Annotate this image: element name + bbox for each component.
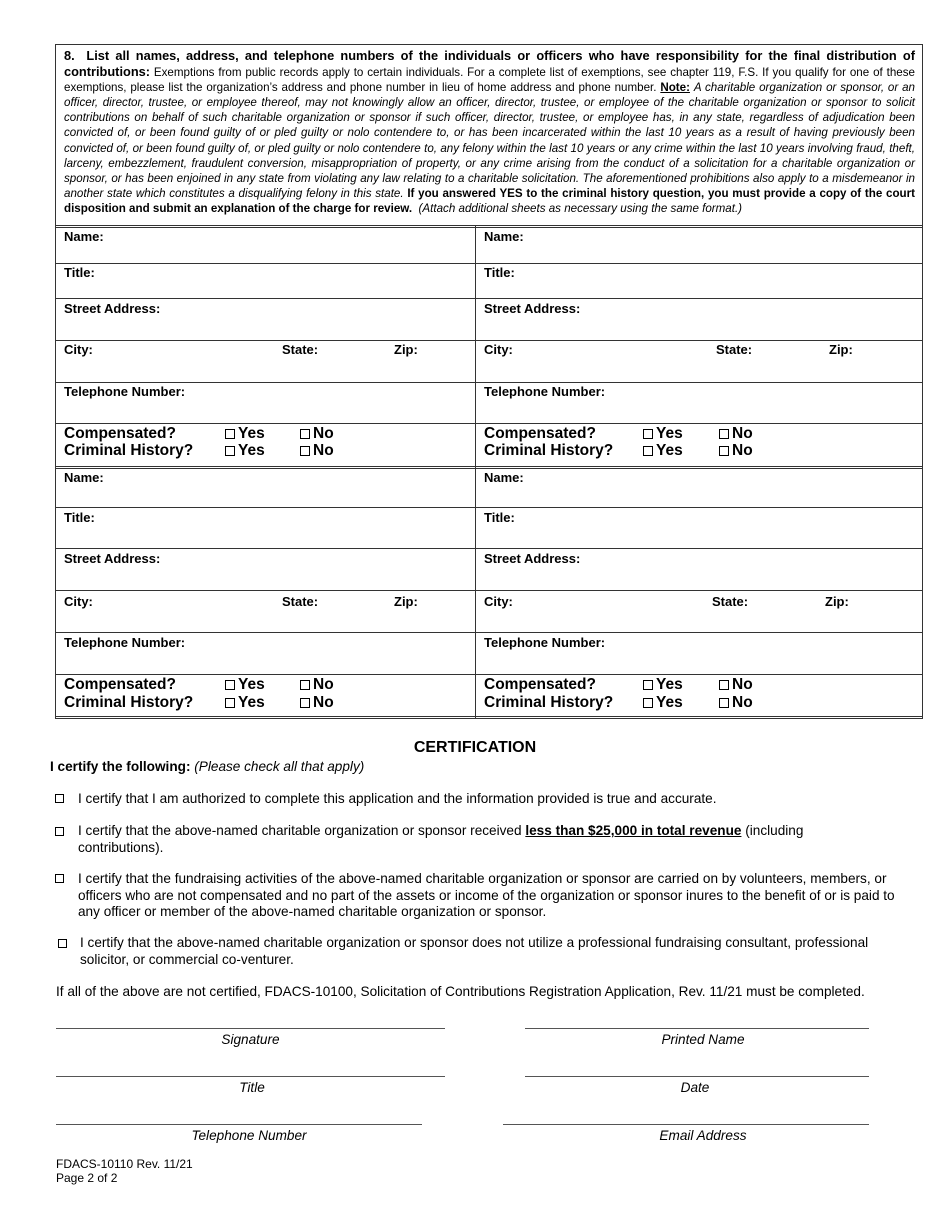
cert-item-2-b: less than $25,000 in total revenue: [525, 823, 742, 838]
printed-name-line[interactable]: [525, 1028, 869, 1029]
name-label: Name:: [64, 229, 104, 244]
no-label: No: [313, 425, 334, 442]
intro-italic: (Please check all that apply): [194, 759, 365, 774]
checkbox-icon[interactable]: [643, 698, 653, 708]
certification-intro: [50, 759, 364, 776]
grid-line: [55, 382, 923, 383]
street-label: Street Address:: [484, 301, 581, 316]
yes-label: Yes: [656, 442, 683, 459]
criminal-label: Criminal History?: [64, 442, 194, 459]
criminal-no[interactable]: [719, 442, 753, 460]
cert-item-2-c: (including contributions).: [78, 823, 804, 855]
compensated-label: Compensated?: [484, 676, 596, 693]
name-label: Name:: [484, 470, 524, 485]
compensated-label: Compensated?: [484, 425, 596, 442]
email-caption: Email Address: [659, 1128, 747, 1143]
yes-label: Yes: [656, 425, 683, 442]
street-label: Street Address:: [484, 551, 581, 566]
compensated-no[interactable]: [719, 676, 753, 694]
cert-item-4: I certify that the above-named charitable organization or sponsor does not utilize a professional fundraising consultant, professional solicitor, or commercial co-venturer.: [80, 935, 869, 967]
cert-item-3: I certify that the fundraising activities of the above-named charitable organization or sponsor are carried on by volunteers, members, or officers who are not compensated and no part of the assets or income of the organization or sponsor inures to the benefit of or is paid to any officer or member of the above-named charitable organization or sponsor.: [78, 871, 895, 919]
title-label: Title:: [484, 265, 515, 280]
compensated-label: Compensated?: [64, 425, 176, 442]
title-line[interactable]: [56, 1076, 445, 1077]
compensated-yes[interactable]: [225, 425, 265, 443]
grid-line: [55, 466, 923, 467]
no-label: No: [732, 676, 753, 693]
yes-label: Yes: [238, 676, 265, 693]
date-caption: Date: [680, 1080, 710, 1095]
intro-bold: I certify the following:: [50, 759, 191, 774]
compensated-yes[interactable]: [225, 676, 265, 694]
grid-line: [55, 263, 923, 264]
grid-line: [55, 632, 923, 633]
grid-line: [55, 716, 923, 717]
grid-line: [55, 548, 923, 549]
checkbox-icon[interactable]: [719, 446, 729, 456]
grid-line: [55, 298, 923, 299]
checkbox-icon[interactable]: [225, 446, 235, 456]
checkbox-icon[interactable]: [719, 698, 729, 708]
state-label: State:: [282, 342, 319, 357]
section8-heading: List all names, address, and telephone numbers of the individuals or officers who have responsibility for the final distribution of contributions:: [64, 48, 915, 80]
yes-label: Yes: [656, 676, 683, 693]
no-label: No: [732, 425, 753, 442]
state-label: State:: [282, 594, 319, 609]
section8-exemptions: Exemptions from public records apply to certain individuals. For a complete list of exemptions, see chapter 119, F.S. If you qualify for one of these exemptions, please list the organization’s address and phone number in lieu of home address and phone number.: [64, 66, 915, 95]
zip-label: Zip:: [394, 342, 418, 357]
telephone-line[interactable]: [56, 1124, 422, 1125]
name-label: Name:: [484, 229, 524, 244]
cert-checkbox-3[interactable]: [55, 874, 64, 883]
phone-label: Telephone Number:: [64, 635, 186, 650]
telephone-caption: Telephone Number: [191, 1128, 307, 1143]
certification-title: CERTIFICATION: [413, 739, 537, 756]
phone-label: Telephone Number:: [484, 635, 606, 650]
criminal-label: Criminal History?: [484, 694, 614, 711]
name-label: Name:: [64, 470, 104, 485]
criminal-no[interactable]: [300, 442, 334, 460]
city-label: City:: [64, 342, 93, 357]
city-label: City:: [484, 342, 513, 357]
grid-line: [55, 340, 923, 341]
cert-checkbox-2[interactable]: [55, 827, 64, 836]
checkbox-icon[interactable]: [643, 680, 653, 690]
criminal-yes[interactable]: [643, 694, 683, 712]
note-label: Note:: [660, 81, 690, 95]
zip-label: Zip:: [829, 342, 853, 357]
no-label: No: [313, 676, 334, 693]
signature-line[interactable]: [56, 1028, 445, 1029]
title-caption: Title: [239, 1080, 265, 1095]
yes-label: Yes: [238, 694, 265, 711]
yes-label: Yes: [238, 442, 265, 459]
form-id: FDACS-10110 Rev. 11/21: [56, 1157, 193, 1171]
checkbox-icon[interactable]: [225, 680, 235, 690]
criminal-no[interactable]: [719, 694, 753, 712]
compensated-no[interactable]: [300, 676, 334, 694]
signature-caption: Signature: [221, 1032, 280, 1047]
checkbox-icon[interactable]: [300, 446, 310, 456]
grid-line: [55, 590, 923, 591]
no-label: No: [313, 442, 334, 459]
no-label: No: [732, 442, 753, 459]
cert-checkbox-1[interactable]: [55, 794, 64, 803]
checkbox-icon[interactable]: [719, 680, 729, 690]
yes-label: Yes: [238, 425, 265, 442]
city-label: City:: [64, 594, 93, 609]
title-label: Title:: [484, 510, 515, 525]
checkbox-icon[interactable]: [643, 446, 653, 456]
checkbox-icon[interactable]: [225, 429, 235, 439]
phone-label: Telephone Number:: [64, 384, 186, 399]
cert-item-1: I certify that I am authorized to complete this application and the information provided is true and accurate.: [78, 791, 717, 806]
printed-name-caption: Printed Name: [661, 1032, 745, 1047]
grid-line: [55, 225, 923, 226]
criminal-no[interactable]: [300, 694, 334, 712]
state-label: State:: [716, 342, 753, 357]
attach-note: (Attach additional sheets as necessary using the same format.): [418, 201, 743, 215]
checkbox-icon[interactable]: [300, 698, 310, 708]
criminal-label: Criminal History?: [64, 694, 194, 711]
no-label: No: [732, 694, 753, 711]
city-label: City:: [484, 594, 513, 609]
checkbox-icon[interactable]: [300, 429, 310, 439]
zip-label: Zip:: [825, 594, 849, 609]
compensated-yes[interactable]: [643, 676, 683, 694]
compensated-no[interactable]: [300, 425, 334, 443]
grid-line: [55, 468, 923, 469]
page-number: Page 2 of 2: [56, 1171, 118, 1185]
cert-item-2-a: I certify that the above-named charitable organization or sponsor received: [78, 823, 522, 838]
street-label: Street Address:: [64, 301, 161, 316]
compensated-no[interactable]: [719, 425, 753, 443]
note-text: A charitable organization or sponsor, or an officer, director, trustee, or employee thereof, may not knowingly allow an officer, director, trustee, or employee of the charitable organization or sponsor to solicit contributions on behalf of such charitable organization or sponsor if such officer, director, trustee, or employee has, in any state, regardless of adjudication been convicted of, or been found guilty of or pled guilty or nolo contendere to, or has been incarcerated within the last 10 years as a result of having previously been convicted of, or been found guilty of, or pled guilty or nolo contendere to, any felony within the last 10 years or any crime within the last 10 years involving fraud, theft, larceny, embezzlement, fraudulent conversion, misappropriation of property, or any crime arising from the conduct of a solicitation for a charitable organization or sponsor, or has been enjoined in any state from violating any law relating to a charitable solicitation. The aforementioned prohibitions also apply to a misdemeanor in another state which constitutes a disqualifying felony in this state.: [64, 81, 915, 200]
cert-footnote: If all of the above are not certified, FDACS-10100, Solicitation of Contributions Registration Application, Rev. 11/21 must be completed.: [56, 984, 865, 999]
checkbox-icon[interactable]: [225, 698, 235, 708]
yes-label: Yes: [656, 694, 683, 711]
criminal-yes[interactable]: [225, 442, 265, 460]
compensated-yes[interactable]: [643, 425, 683, 443]
state-label: State:: [712, 594, 749, 609]
criminal-label: Criminal History?: [484, 442, 614, 459]
cert-checkbox-4[interactable]: [58, 939, 67, 948]
cert-item-2: [78, 823, 838, 856]
criminal-yes[interactable]: [643, 442, 683, 460]
grid-line: [55, 674, 923, 675]
phone-label: Telephone Number:: [484, 384, 606, 399]
email-line[interactable]: [503, 1124, 869, 1125]
zip-label: Zip:: [394, 594, 418, 609]
yes-instruction: If you answered YES to the criminal history question, you must provide a copy of the court disposition and submit an explanation of the charge for review.: [64, 186, 915, 215]
section8-number: 8.: [64, 48, 75, 63]
grid-line: [55, 227, 923, 228]
no-label: No: [313, 694, 334, 711]
title-label: Title:: [64, 510, 95, 525]
grid-line: [55, 423, 923, 424]
checkbox-icon[interactable]: [300, 680, 310, 690]
date-line[interactable]: [525, 1076, 869, 1077]
section8-instructions: [64, 48, 915, 216]
grid-line: [55, 507, 923, 508]
compensated-label: Compensated?: [64, 676, 176, 693]
title-label: Title:: [64, 265, 95, 280]
checkbox-icon[interactable]: [643, 429, 653, 439]
street-label: Street Address:: [64, 551, 161, 566]
grid-line: [475, 226, 476, 719]
checkbox-icon[interactable]: [719, 429, 729, 439]
criminal-yes[interactable]: [225, 694, 265, 712]
